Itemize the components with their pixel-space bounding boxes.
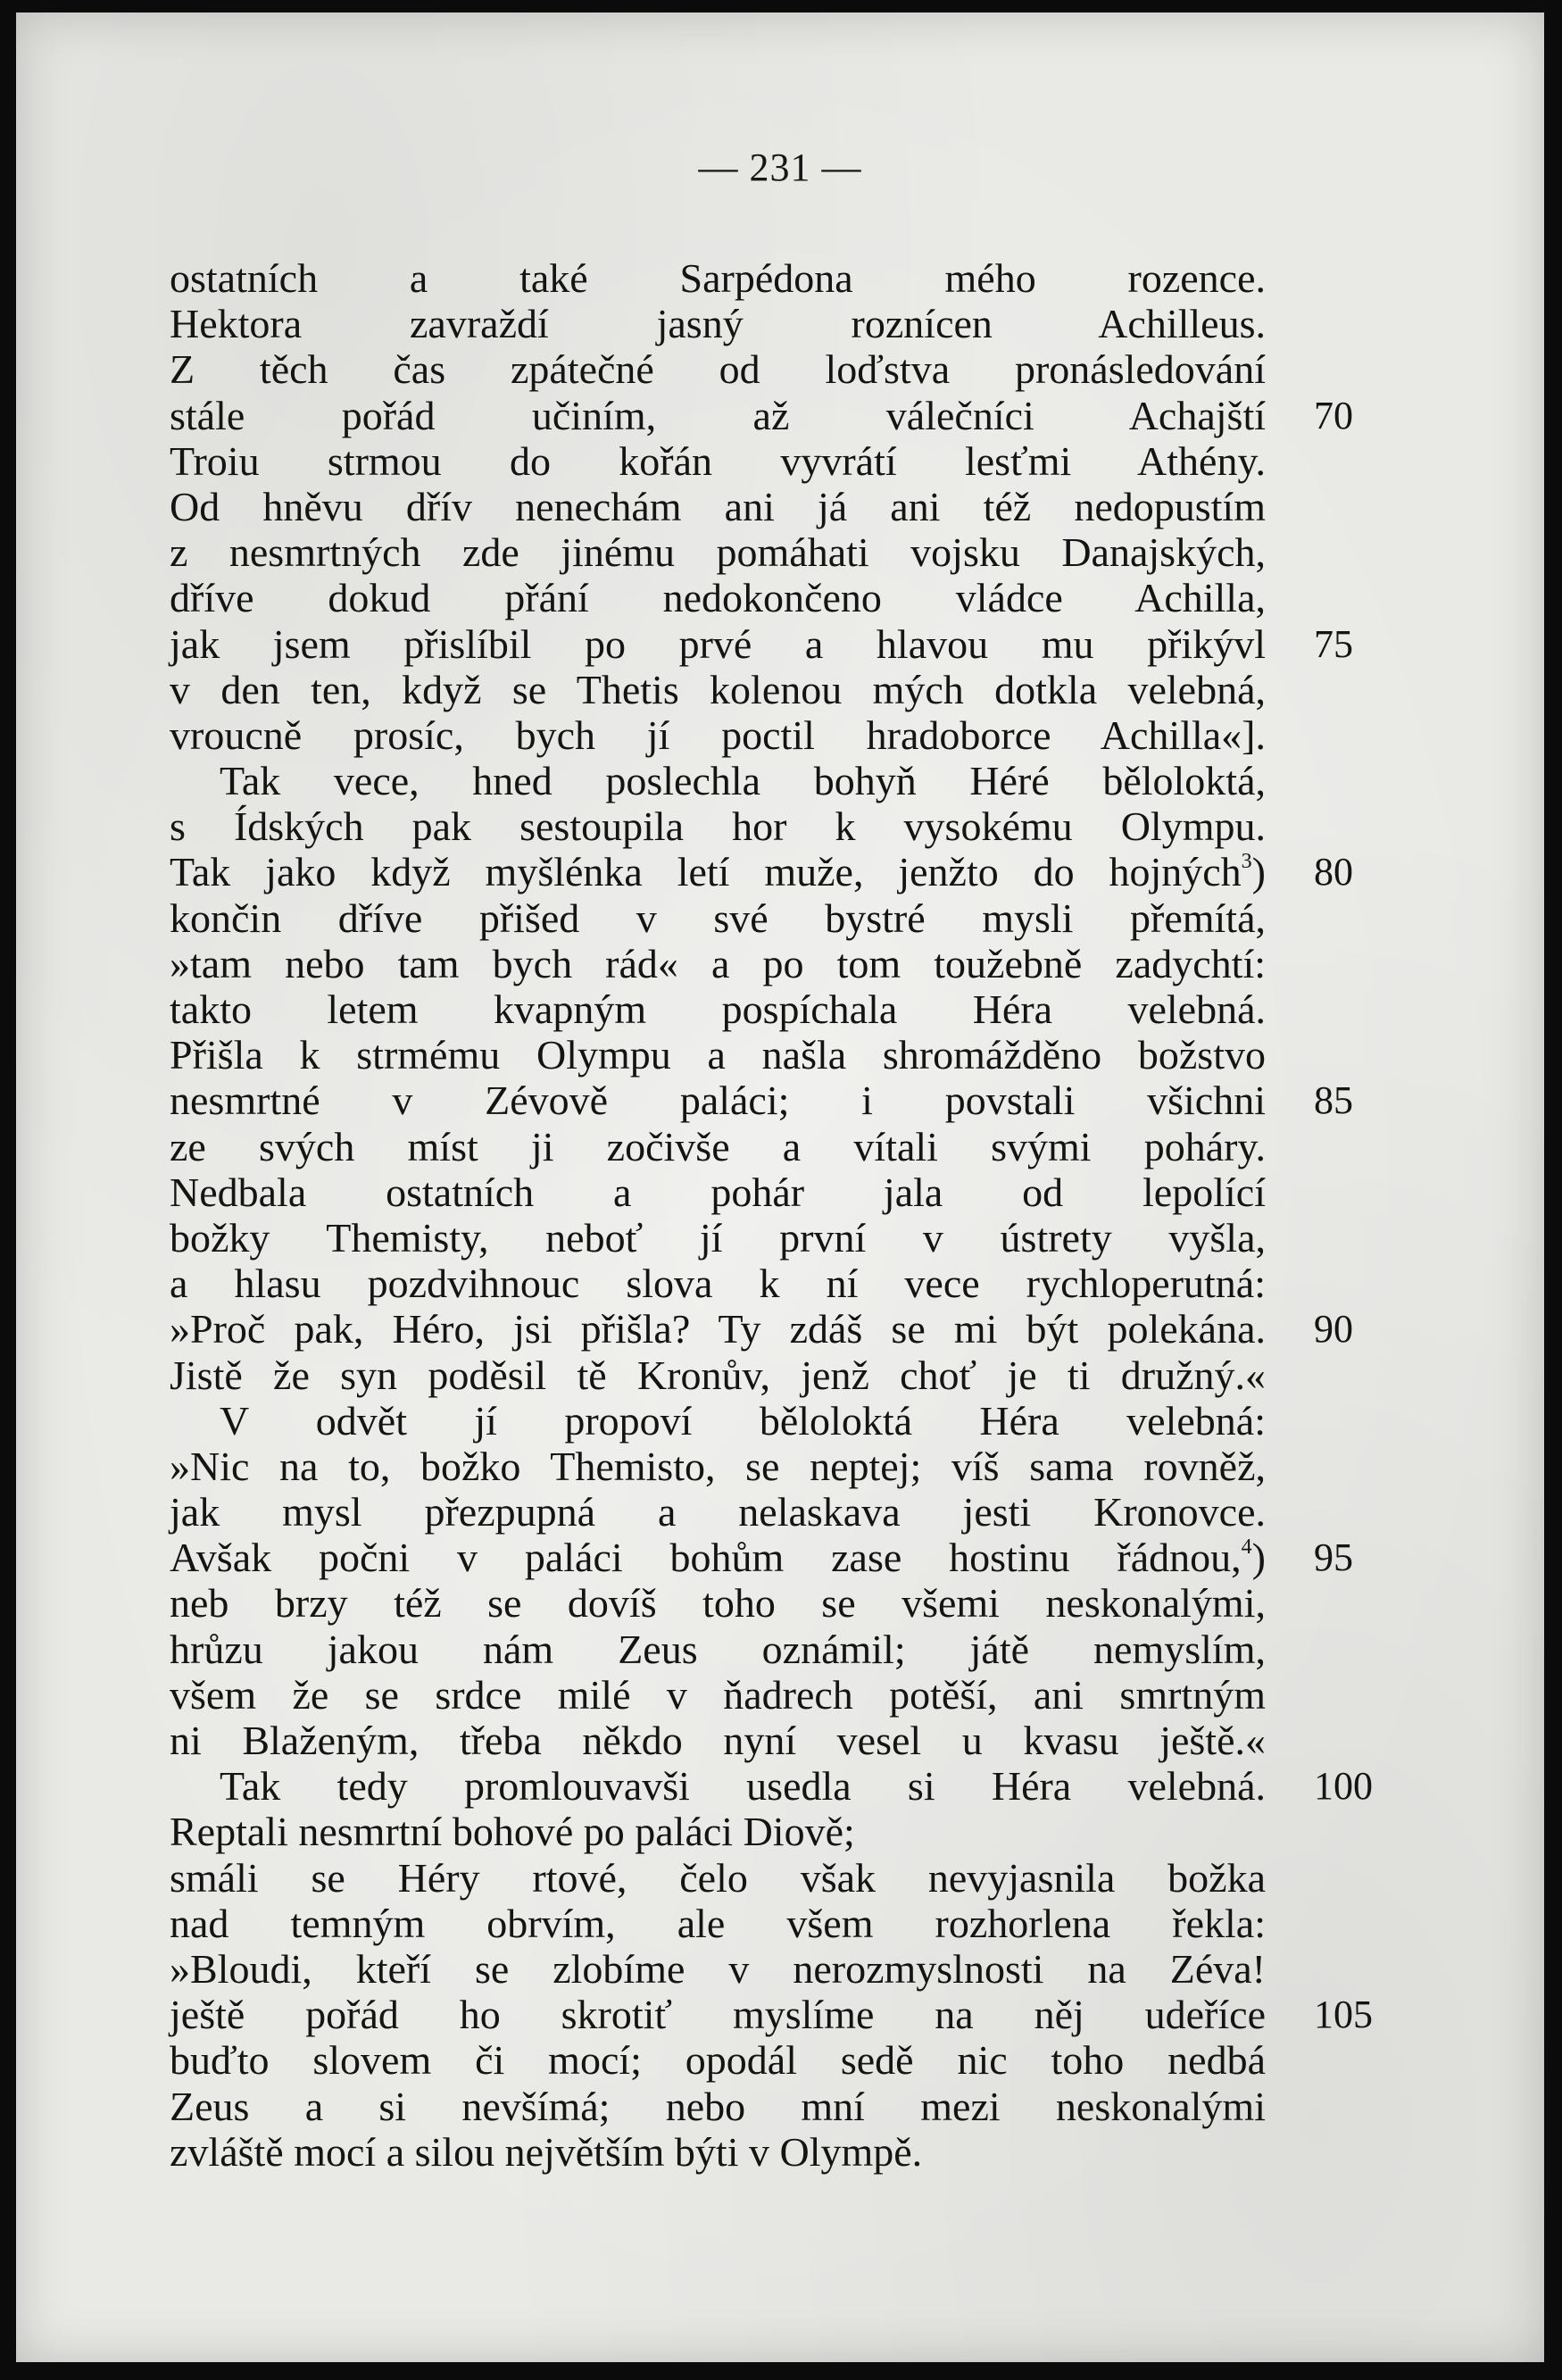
footnote-marker: 3 xyxy=(1241,850,1252,874)
verse-line xyxy=(170,986,1383,1032)
book-page xyxy=(16,12,1544,2362)
verse-line xyxy=(170,1580,1383,1626)
verse-line xyxy=(170,803,1383,849)
verse-line xyxy=(170,849,1383,895)
verse-line xyxy=(170,1124,1383,1169)
verse-text: V odvět jí propoví bělolоktá Héra velebná: xyxy=(220,1397,1266,1444)
verse-text: Přišla k strmému Olympu a našla shromážděno božstvo xyxy=(170,1032,1266,1078)
verse-line xyxy=(170,1489,1383,1535)
verse-line xyxy=(170,1535,1383,1580)
verse-line xyxy=(170,895,1383,941)
line-number: 85 xyxy=(1314,1078,1353,1123)
verse-line xyxy=(170,529,1383,575)
line-number: 100 xyxy=(1314,1764,1373,1809)
verse-line xyxy=(170,1169,1383,1215)
verse-text: Troiu strmou do kořán vyvrátí lesťmi Athény. xyxy=(170,437,1266,484)
verse-line xyxy=(170,1763,1383,1809)
verse-text: Z těch čas zpátečné od loďstva pronásledování xyxy=(170,346,1266,393)
verse-text: ni Blaženým, třeba někdo nyní vesel u kvasu ještě.« xyxy=(170,1718,1266,1763)
verse-text: dříve dokud přání nedokončeno vládce Achilla, xyxy=(170,575,1266,621)
verse-line xyxy=(170,393,1383,438)
verse-text: v den ten, když se Thetis kolenou mých dotkla velebná, xyxy=(170,666,1266,712)
verse-line xyxy=(170,1901,1383,1946)
line-number: 90 xyxy=(1314,1307,1353,1352)
verse-line xyxy=(170,712,1383,758)
verse-line xyxy=(170,1261,1383,1306)
verse-text: takto letem kvapným pospíchala Héra velebná. xyxy=(170,986,1266,1032)
line-number: 105 xyxy=(1314,1993,1373,2037)
verse-text: Nedbala ostatních a pohár jala od lepolící xyxy=(170,1169,1266,1215)
verse-line xyxy=(170,2084,1383,2129)
verse-text: božky Themisty, neboť jí první v ústrety vyšla, xyxy=(170,1214,1266,1261)
verse-text: Jistě že syn poděsil tě Kronův, jenž choť je ti družný.« xyxy=(170,1352,1266,1398)
verse-text: jak jsem přislíbil po prvé a hlavou mu přikývl xyxy=(170,620,1266,667)
footnote-marker: 4 xyxy=(1241,1535,1252,1559)
verse-line xyxy=(170,1215,1383,1261)
page-number: — 231 — xyxy=(698,146,862,189)
verse-line xyxy=(170,575,1383,620)
verse-text: zvláště mocí a silou největším býti v Olympě. xyxy=(170,2128,923,2175)
verse-text: jak mysl přezpupná a nelaskava jesti Kronovce. xyxy=(170,1489,1266,1535)
verse-text: »Bloudi, kteří se zlobíme v nerozmyslnosti na Zéva! xyxy=(170,1945,1266,1992)
verse-text: Reptali nesmrtní bohové po paláci Diově; xyxy=(170,1809,855,1855)
verse-line xyxy=(170,2129,1383,2175)
verse-line xyxy=(170,941,1383,986)
verse-line xyxy=(170,1306,1383,1352)
verse-text: s Ídských pak sestoupila hor k vysokému Olympu. xyxy=(170,803,1266,850)
verse-line xyxy=(170,1672,1383,1718)
verse-text: stále pořád učiním, až válečníci Achajští xyxy=(170,392,1266,438)
verse-text: končin dříve přišed v své bystré mysli přemítá, xyxy=(170,895,1266,941)
line-number: 95 xyxy=(1314,1535,1353,1580)
line-number: 80 xyxy=(1314,850,1353,895)
verse-text: vroucně prosíc, bych jí poctil hradoborce Achilla«]. xyxy=(170,712,1266,758)
verse-text: ze svých míst ji zočivše a vítali svými poháry. xyxy=(170,1123,1266,1169)
verse-line xyxy=(170,301,1383,346)
verse-text: Tak tedy promlouvavši usedla si Héra velebná. xyxy=(220,1763,1266,1810)
verse-text: a hlasu pozdvihnouc slova k ní vece rychloperutná: xyxy=(170,1261,1266,1307)
verse-text: »tam nebo tam bych rád« a po tom toužebně zadychtí: xyxy=(170,940,1266,986)
verse-text: Tak jako když myšlénka letí muže, jenžto do hojných$^3$) xyxy=(170,849,1266,895)
verse-text: nesmrtné v Zévově paláci; i povstali všichni xyxy=(170,1078,1266,1124)
verse-line xyxy=(170,438,1383,484)
verse-text: Od hněvu dřív nenechám ani já ani též nedopustím xyxy=(170,483,1266,529)
verse-line xyxy=(170,667,1383,712)
verse-line xyxy=(170,621,1383,667)
verse-line xyxy=(170,1809,1383,1854)
verse-line xyxy=(170,2037,1383,2083)
verse-line xyxy=(170,1946,1383,1992)
verse-text: buďto slovem či mocí; opodál sedě nic toho nedbá xyxy=(170,2037,1266,2084)
verse-text: Avšak počni v paláci bohům zase hostinu řádnou,$^4$) xyxy=(170,1535,1266,1581)
verse-text: neb brzy též se dovíš toho se všemi neskonalými, xyxy=(170,1580,1266,1627)
verse-line xyxy=(170,1718,1383,1763)
verse-line xyxy=(170,1444,1383,1489)
verse-line xyxy=(170,1078,1383,1123)
verse-text: Tak vece, hned poslechla bohyň Héré běloloktá, xyxy=(220,758,1266,804)
verse-line xyxy=(170,1032,1383,1078)
verse-text: ještě pořád ho skrotiť myslíme na něj udeříce xyxy=(170,1992,1266,2038)
verse-text: Hektora zavraždí jasný roznícen Achilleus. xyxy=(170,301,1266,347)
verse-text: ostatních a také Sarpédona mého rozence. xyxy=(170,255,1266,301)
verse-line xyxy=(170,255,1383,301)
verse-line xyxy=(170,346,1383,392)
verse-line xyxy=(170,1855,1383,1901)
line-number: 75 xyxy=(1314,621,1353,666)
verse-line xyxy=(170,484,1383,529)
verse-line xyxy=(170,1992,1383,2037)
verse-text: »Nic na to, božko Themisto, se neptej; víš sama rovněž, xyxy=(170,1443,1266,1489)
verse-text: »Proč pak, Héro, jsi přišla? Ty zdáš se mi být polekána. xyxy=(170,1306,1266,1352)
line-number: 70 xyxy=(1314,393,1353,437)
verse-line xyxy=(170,1352,1383,1398)
verse-line xyxy=(170,1627,1383,1672)
verse-line xyxy=(170,1398,1383,1444)
verse-text: nad temným obrvím, ale všem rozhorlena řekla: xyxy=(170,1900,1266,1946)
verse-line xyxy=(170,758,1383,803)
verse-block xyxy=(170,255,1383,2175)
verse-text: všem že se srdce milé v ňadrech potěší, ani smrtným xyxy=(170,1671,1266,1718)
verse-text: z nesmrtných zde jinému pomáhati vojsku Danajských, xyxy=(170,529,1266,576)
verse-text: hrůzu jakou nám Zeus oznámil; játě nemyslím, xyxy=(170,1626,1266,1672)
verse-text: Zeus a si nevšímá; nebo mní mezi neskonalými xyxy=(170,2083,1266,2129)
verse-text: smáli se Héry rtové, čelo však nevyjasnila božka xyxy=(170,1854,1266,1901)
